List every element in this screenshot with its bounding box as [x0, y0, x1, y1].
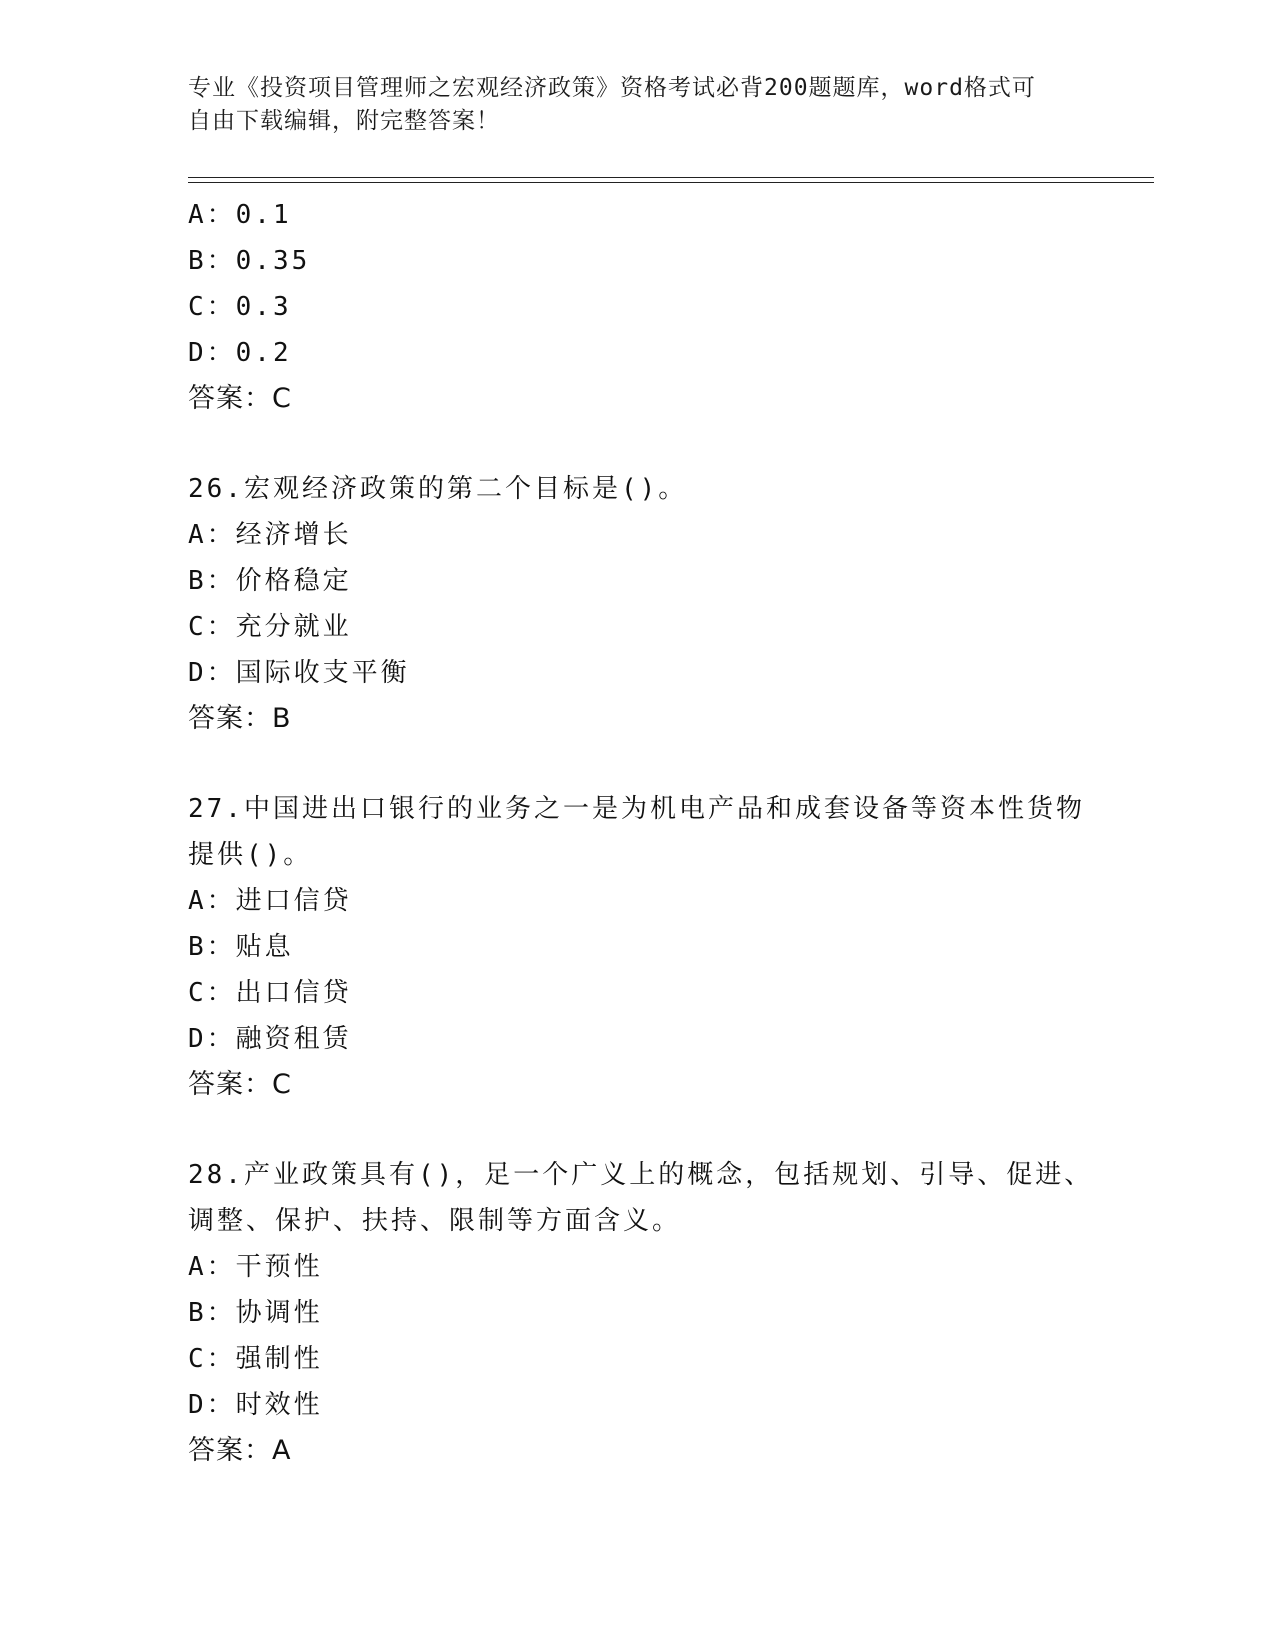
- option-c: C：0.3: [188, 292, 292, 322]
- option-b: B：协调性: [188, 1298, 323, 1328]
- option-a: A：经济增长: [188, 520, 352, 550]
- option-d: D：0.2: [188, 338, 292, 368]
- question-stem: 26.宏观经济政策的第二个目标是()。: [188, 474, 688, 504]
- question-26: [188, 466, 1088, 742]
- option-b: B：0.35: [188, 246, 311, 276]
- question-stem: 28.产业政策具有()，足一个广义上的概念，包括规划、引导、促进、: [188, 1160, 1094, 1190]
- option-c: C：充分就业: [188, 612, 352, 642]
- option-a: A：0.1: [188, 200, 292, 230]
- document-header: [188, 72, 1088, 138]
- answer-line: 答案：C: [188, 383, 292, 414]
- question-25: [188, 192, 1088, 422]
- question-28: [188, 1152, 1094, 1474]
- option-d: D：时效性: [188, 1390, 323, 1420]
- answer-line: 答案：B: [188, 703, 292, 734]
- option-a: A：进口信贷: [188, 886, 352, 916]
- option-a: A：干预性: [188, 1252, 323, 1282]
- header-rule-bottom: [188, 182, 1154, 183]
- header-title-line-2: 自由下载编辑，附完整答案！: [188, 108, 500, 134]
- option-d: D：融资租赁: [188, 1024, 352, 1054]
- spacer: [188, 422, 1088, 466]
- question-stem-continued: 提供()。: [188, 840, 313, 870]
- spacer: [188, 742, 1088, 786]
- option-d: D：国际收支平衡: [188, 658, 410, 688]
- question-27: [188, 786, 1088, 1108]
- option-c: C：出口信贷: [188, 978, 352, 1008]
- header-rule-top: [188, 177, 1154, 178]
- question-list: [188, 192, 1094, 1474]
- question-stem: 27.中国进出口银行的业务之一是为机电产品和成套设备等资本性货物: [188, 794, 1085, 824]
- option-b: B：贴息: [188, 932, 294, 962]
- option-b: B：价格稳定: [188, 566, 352, 596]
- answer-line: 答案：C: [188, 1069, 292, 1100]
- option-c: C：强制性: [188, 1344, 323, 1374]
- header-title-line-1: 专业《投资项目管理师之宏观经济政策》资格考试必背200题题库，word格式可: [188, 75, 1036, 101]
- question-stem-continued: 调整、保护、扶持、限制等方面含义。: [188, 1206, 682, 1236]
- answer-line: 答案：A: [188, 1435, 292, 1466]
- spacer: [188, 1108, 1088, 1152]
